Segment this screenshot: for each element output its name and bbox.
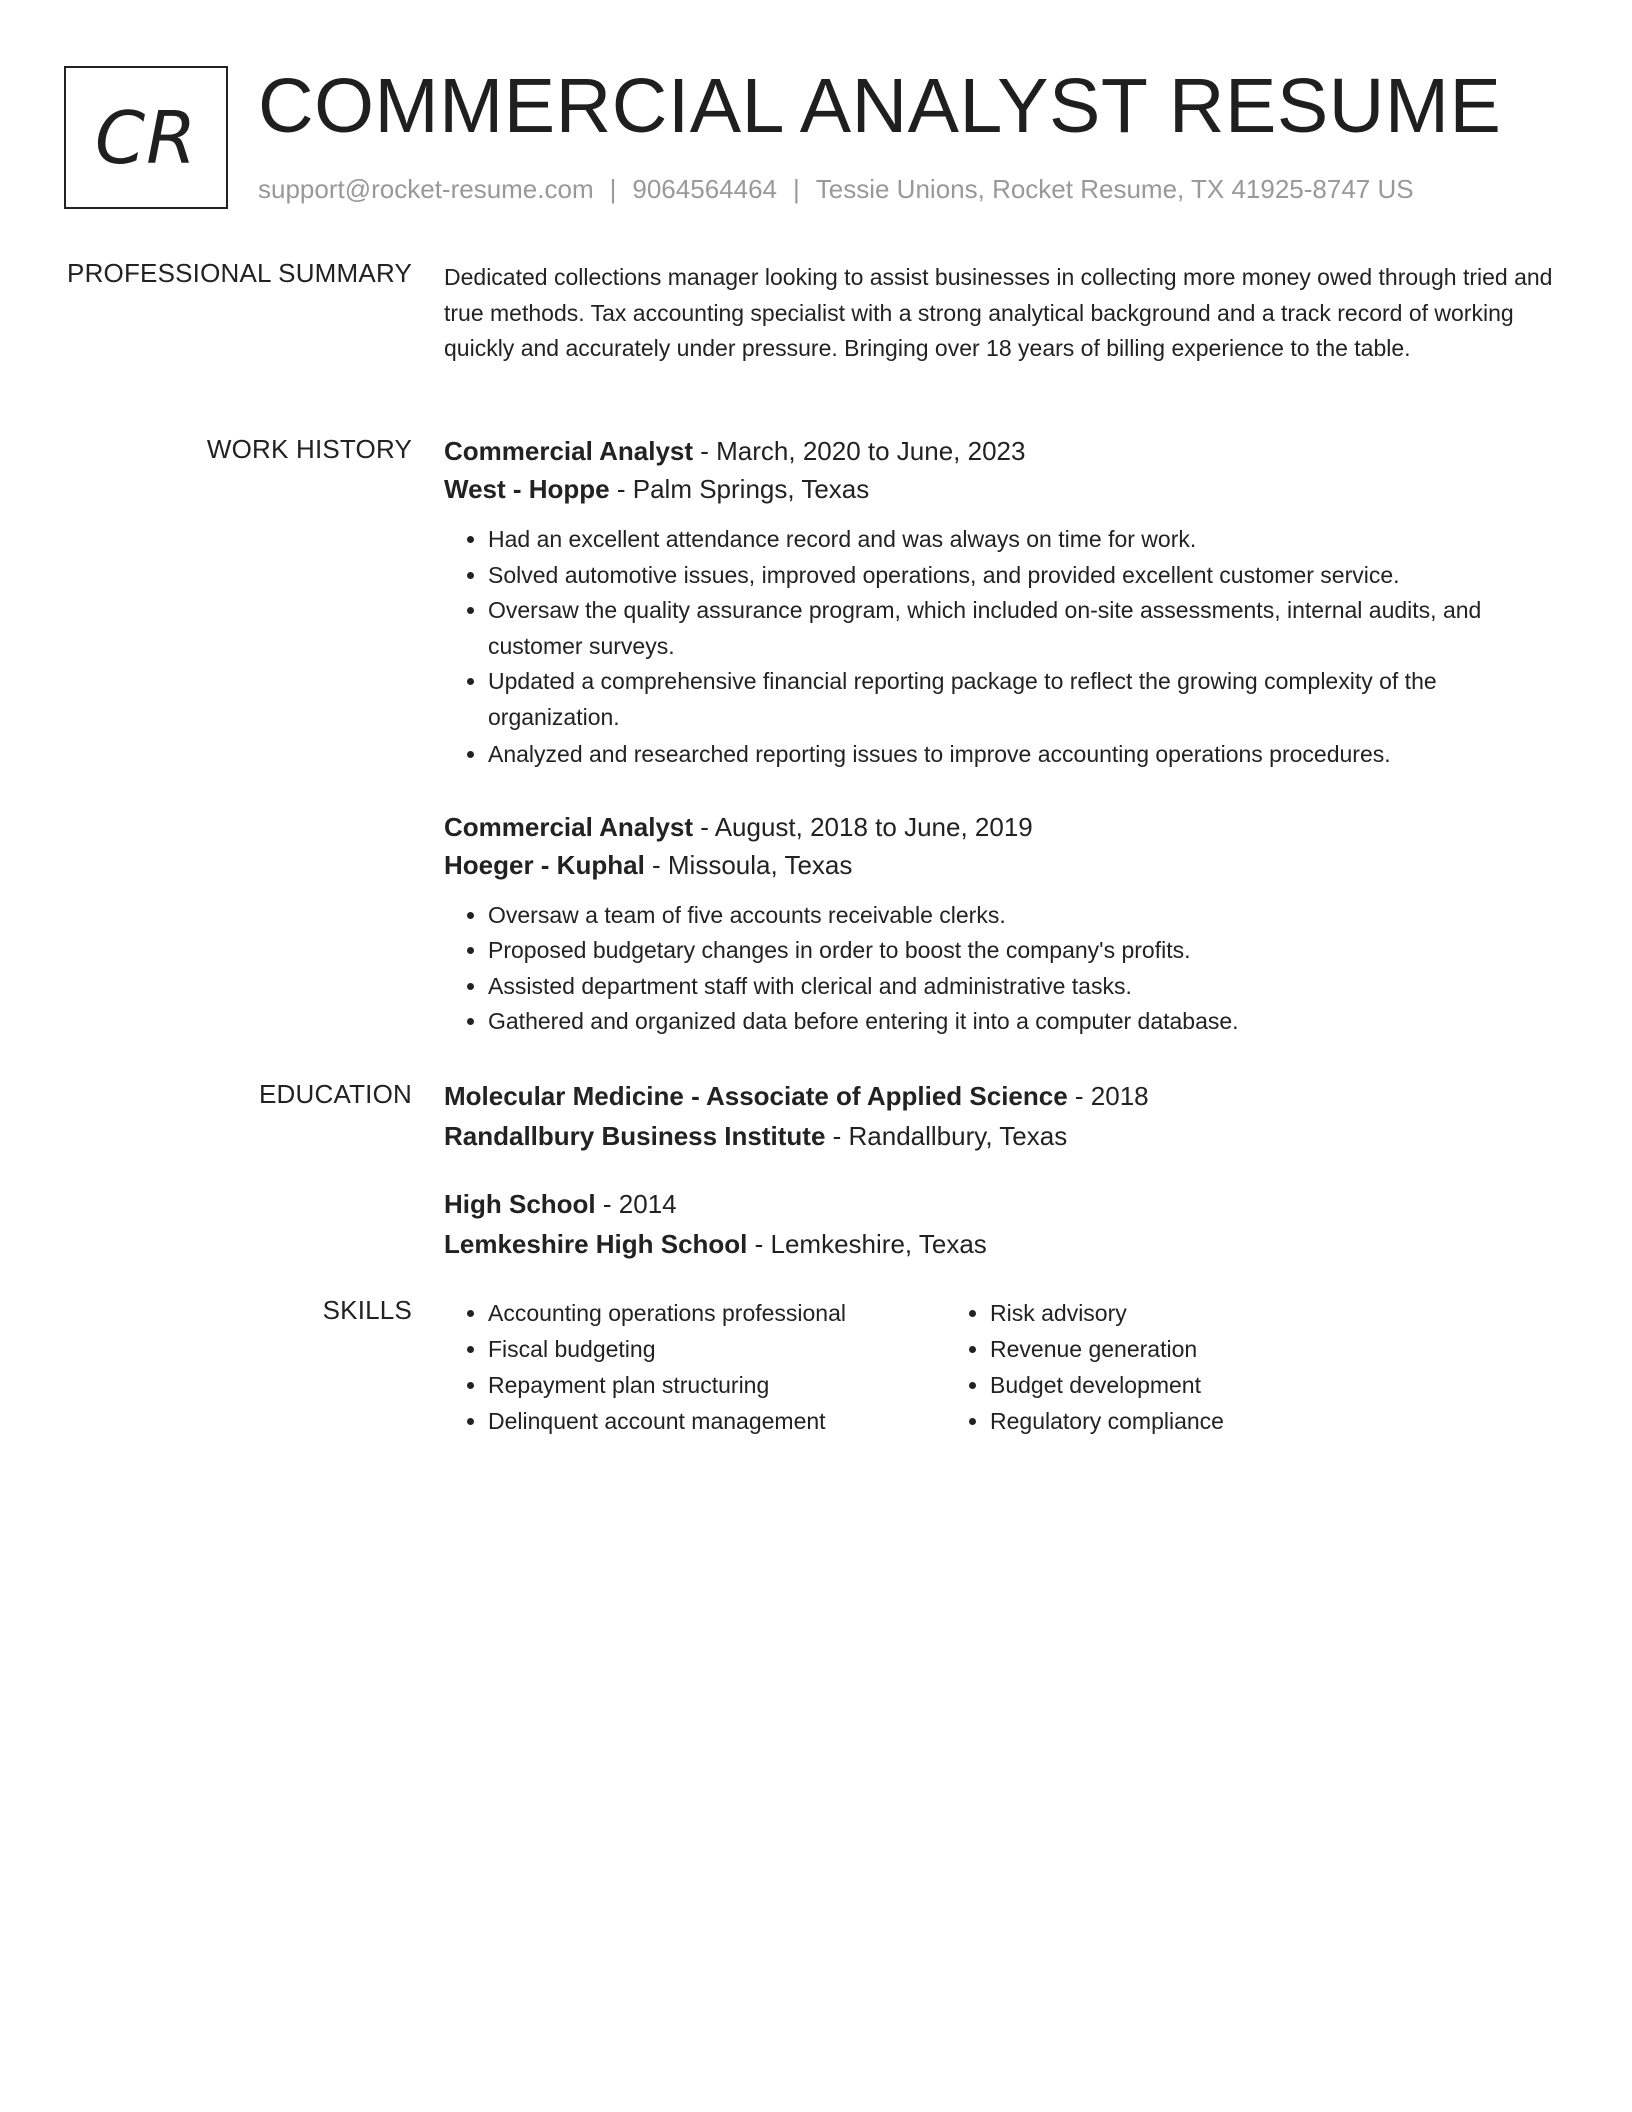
job-duties-list — [444, 898, 1564, 1040]
education-entry — [444, 1185, 1564, 1263]
list-item: • Updated a comprehensive financial reporting package to reflect the growing complexity of the organization. — [488, 664, 1564, 735]
skills-list-left — [444, 1295, 946, 1439]
list-item: • Assisted department staff with clerical and administrative tasks. — [488, 969, 1564, 1005]
list-item: • Budget development — [990, 1367, 1224, 1403]
degree-year: - 2018 — [1067, 1081, 1149, 1111]
school-name: Randallbury Business Institute — [444, 1121, 826, 1151]
degree-year: - 2014 — [595, 1189, 677, 1219]
resume-header — [64, 63, 1568, 209]
summary-body — [444, 260, 1564, 367]
contact-separator: | — [609, 174, 617, 204]
list-item: • Risk advisory — [990, 1295, 1224, 1331]
job-title-line — [444, 808, 1564, 846]
list-item: • Had an excellent attendance record and was always on time for work. — [488, 522, 1564, 558]
job-company-line — [444, 846, 1564, 884]
job-title: Commercial Analyst — [444, 811, 694, 842]
resume-title: COMMERCIAL ANALYST RESUME — [258, 63, 1502, 149]
contact-line — [258, 174, 1414, 205]
contact-separator: | — [793, 174, 800, 204]
list-item: • Revenue generation — [990, 1331, 1224, 1367]
list-item: • Accounting operations professional — [488, 1295, 946, 1331]
job-title: Commercial Analyst — [444, 436, 694, 466]
school-line — [444, 1225, 1564, 1263]
list-item: • Delinquent account management — [488, 1403, 946, 1439]
job-title-line — [444, 432, 1564, 470]
list-item: • Regulatory compliance — [990, 1403, 1224, 1439]
list-item: • Fiscal budgeting — [488, 1331, 946, 1367]
job-entry — [444, 808, 1564, 1040]
monogram-box — [64, 66, 228, 209]
list-item: • Analyzed and researched reporting issues to improve accounting operations procedures. — [488, 737, 1564, 773]
work-history-heading: WORK HISTORY — [206, 434, 412, 464]
school-location: - Lemkeshire, Texas — [747, 1229, 987, 1259]
education-body — [444, 1077, 1564, 1263]
skills-list-right — [946, 1295, 1224, 1439]
job-dates: - August, 2018 to June, 2019 — [693, 811, 1033, 842]
list-item: • Repayment plan structuring — [488, 1367, 946, 1403]
job-company-line — [444, 470, 1564, 508]
job-dates: - March, 2020 to June, 2023 — [693, 436, 1026, 466]
skills-heading: SKILLS — [322, 1295, 412, 1325]
job-duties-list — [444, 522, 1564, 773]
contact-address: Tessie Unions, Rocket Resume, TX 41925-8747 US — [815, 174, 1414, 204]
job-company: West - Hoppe — [444, 474, 610, 504]
degree-line — [444, 1185, 1564, 1223]
list-item: • Solved automotive issues, improved operations, and provided excellent customer service. — [488, 558, 1564, 594]
job-location: - Missoula, Texas — [644, 849, 853, 880]
degree-name: High School — [444, 1189, 596, 1219]
skills-body — [444, 1295, 1564, 1439]
list-item: • Gathered and organized data before entering it into a computer database. — [488, 1004, 1564, 1040]
job-company: Hoeger - Kuphal — [444, 849, 645, 880]
education-entry — [444, 1077, 1564, 1155]
list-item: • Proposed budgetary changes in order to boost the company's profits. — [488, 933, 1564, 969]
job-entry — [444, 432, 1564, 773]
work-history-body — [444, 432, 1564, 1040]
summary-heading: PROFESSIONAL SUMMARY — [67, 258, 412, 288]
list-item: • Oversaw a team of five accounts receivable clerks. — [488, 898, 1564, 934]
school-location: - Randallbury, Texas — [825, 1121, 1068, 1151]
job-location: - Palm Springs, Texas — [609, 474, 870, 504]
education-heading: EDUCATION — [259, 1079, 412, 1109]
degree-name: Molecular Medicine - Associate of Applied Science — [444, 1081, 1068, 1111]
list-item: • Oversaw the quality assurance program, which included on-site assessments, internal audits, and customer surveys. — [488, 593, 1564, 664]
contact-email[interactable]: support@rocket-resume.com — [258, 174, 594, 204]
school-line — [444, 1117, 1564, 1155]
contact-phone[interactable]: 9064564464 — [632, 174, 777, 204]
degree-line — [444, 1077, 1564, 1115]
skills-columns — [444, 1295, 1564, 1439]
summary-text: Dedicated collections manager looking to assist businesses in collecting more money owed through tried and true methods. Tax accounting specialist with a strong analytical background and a track record of working quickly and accurately under pressure. Bringing over 18 years of billing experience to the table. — [444, 264, 1553, 361]
school-name: Lemkeshire High School — [444, 1229, 748, 1259]
monogram-initials: CR — [94, 95, 198, 180]
